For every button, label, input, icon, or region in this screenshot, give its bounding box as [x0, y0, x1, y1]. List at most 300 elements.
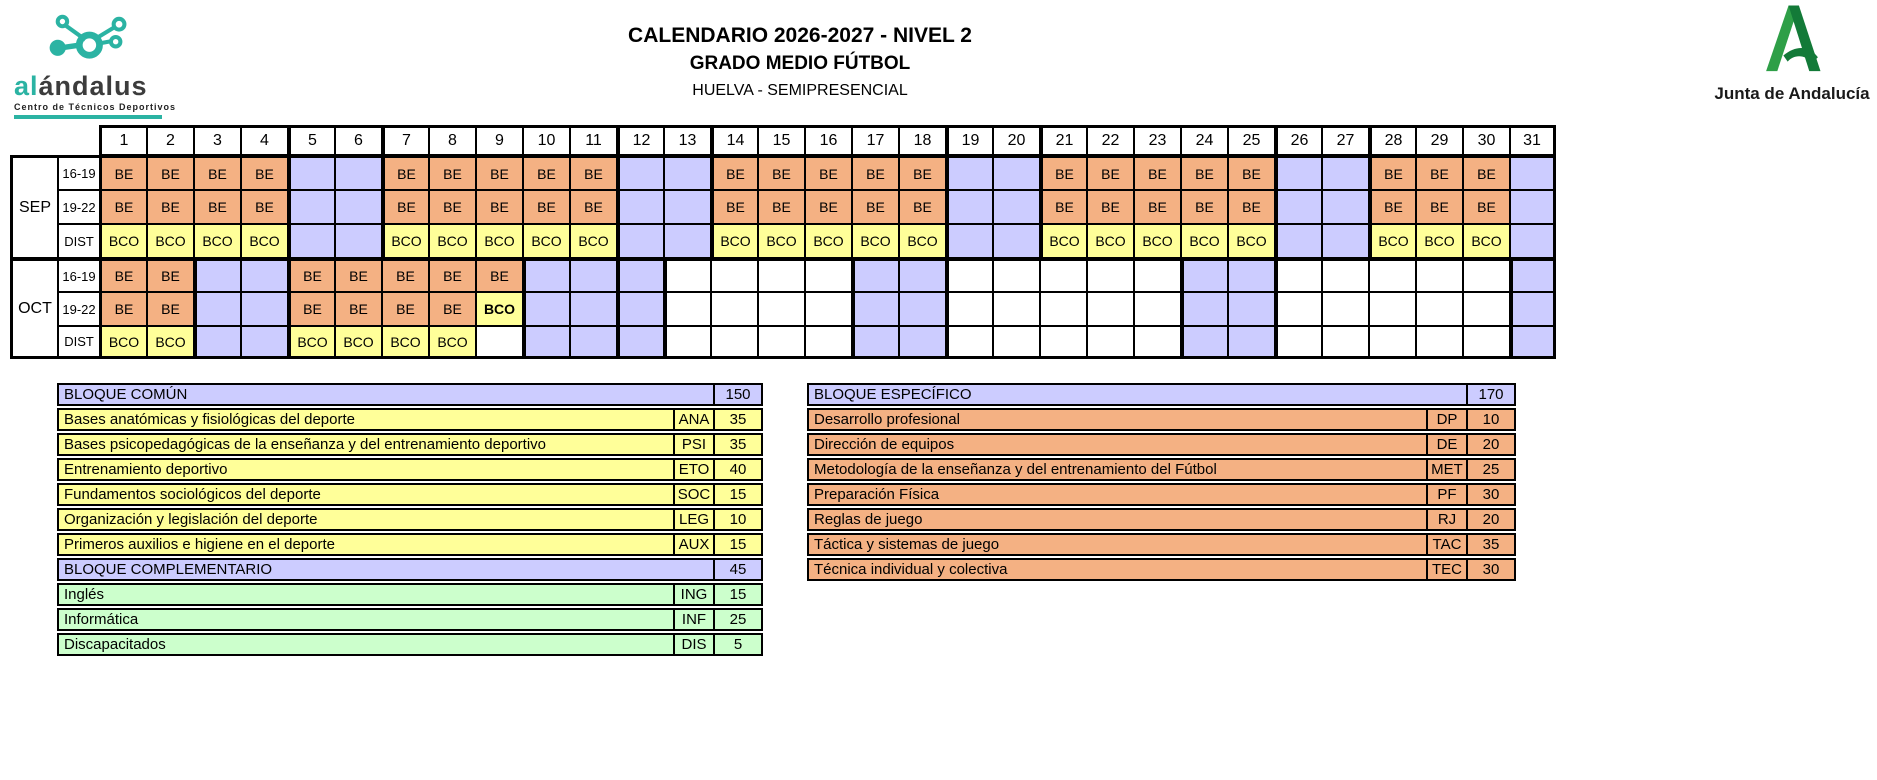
calendar-cell: BE — [757, 189, 804, 223]
block-header-row — [57, 383, 763, 406]
subject-code: TAC — [1426, 535, 1466, 554]
calendar-cell — [1321, 189, 1368, 223]
network-icon — [14, 6, 154, 68]
subject-row — [807, 483, 1516, 506]
subject-row — [807, 558, 1516, 581]
subject-code: TEC — [1426, 560, 1466, 579]
day-header-cell: 18 — [898, 125, 945, 155]
day-header-cell: 23 — [1133, 125, 1180, 155]
alandalus-logo — [14, 6, 224, 119]
calendar-cell: BE — [804, 155, 851, 189]
subject-code: DP — [1426, 410, 1466, 429]
subject-code: DIS — [673, 635, 713, 654]
calendar-cell — [616, 223, 663, 257]
subject-code: PSI — [673, 435, 713, 454]
subject-hours: 40 — [713, 460, 761, 479]
block-header-label: BLOQUE ESPECÍFICO — [809, 385, 1466, 404]
time-slot-label: DIST — [57, 325, 99, 359]
calendar-cell — [992, 155, 1039, 189]
subject-hours: 25 — [1466, 460, 1514, 479]
calendar-cell — [1462, 291, 1509, 325]
subject-hours: 30 — [1466, 560, 1514, 579]
subject-code: DE — [1426, 435, 1466, 454]
calendar-cell — [1274, 189, 1321, 223]
calendar-cell: BE — [240, 189, 287, 223]
subject-row — [57, 433, 763, 456]
calendar-cell — [334, 189, 381, 223]
subject-hours: 30 — [1466, 485, 1514, 504]
subject-code: LEG — [673, 510, 713, 529]
calendar-cell — [945, 189, 992, 223]
calendar-cell: BCO — [99, 223, 146, 257]
calendar-cell — [898, 257, 945, 291]
day-header-cell: 28 — [1368, 125, 1415, 155]
day-header-cell: 7 — [381, 125, 428, 155]
calendar-cell — [1180, 257, 1227, 291]
calendar-cell: BE — [99, 291, 146, 325]
subject-name: Dirección de equipos — [809, 435, 1426, 454]
calendar-cell — [616, 189, 663, 223]
subject-hours: 35 — [1466, 535, 1514, 554]
calendar-cell — [663, 155, 710, 189]
calendar-cell: BE — [522, 189, 569, 223]
day-header-cell: 10 — [522, 125, 569, 155]
calendar-cell: BCO — [1133, 223, 1180, 257]
block-total-hours: 150 — [713, 385, 761, 404]
subject-name: Inglés — [59, 585, 673, 604]
time-slot-label: 16-19 — [57, 257, 99, 291]
junta-caption: Junta de Andalucía — [1714, 84, 1870, 103]
calendar-cell — [616, 291, 663, 325]
calendar-cell — [945, 155, 992, 189]
subject-hours: 20 — [1466, 510, 1514, 529]
brand-name — [14, 73, 224, 100]
calendar-cell: BE — [1039, 155, 1086, 189]
calendar-cell — [1274, 325, 1321, 359]
calendar-cell — [1039, 257, 1086, 291]
subject-row — [57, 633, 763, 656]
subject-name: Bases anatómicas y fisiológicas del deporte — [59, 410, 673, 429]
calendar-cell — [1509, 189, 1556, 223]
calendar-cell: BE — [287, 257, 334, 291]
block-header-row — [57, 558, 763, 581]
calendar-cell — [945, 257, 992, 291]
subject-row — [57, 408, 763, 431]
calendar-cell — [569, 257, 616, 291]
calendar-cell — [522, 257, 569, 291]
calendar-cell: BE — [146, 155, 193, 189]
subject-name: Preparación Física — [809, 485, 1426, 504]
subject-row — [57, 458, 763, 481]
subject-code: ANA — [673, 410, 713, 429]
calendar-cell — [804, 257, 851, 291]
calendar-cell: BCO — [898, 223, 945, 257]
calendar-cell: BE — [1462, 189, 1509, 223]
subject-hours: 10 — [713, 510, 761, 529]
page-subtitle-2: HUELVA - SEMIPRESENCIAL — [692, 82, 908, 99]
day-header-cell: 14 — [710, 125, 757, 155]
subject-code: SOC — [673, 485, 713, 504]
calendar-cell — [1509, 325, 1556, 359]
calendar-cell: BE — [240, 155, 287, 189]
calendar-cell — [663, 325, 710, 359]
calendar-cell — [616, 325, 663, 359]
calendar-cell: BCO — [1227, 223, 1274, 257]
subject-code: INF — [673, 610, 713, 629]
calendar-cell: BE — [381, 257, 428, 291]
subject-code: PF — [1426, 485, 1466, 504]
calendar-cell — [1509, 257, 1556, 291]
calendar-cell: BCO — [522, 223, 569, 257]
bloque-comun-table — [57, 383, 763, 658]
calendar-cell: BCO — [569, 223, 616, 257]
calendar-cell: BE — [99, 155, 146, 189]
time-slot-label: 19-22 — [57, 291, 99, 325]
calendar-cell: BCO — [475, 223, 522, 257]
calendar-cell: BE — [428, 155, 475, 189]
junta-a-icon — [1748, 2, 1836, 78]
calendar-cell: BCO — [475, 291, 522, 325]
calendar-cell — [663, 257, 710, 291]
title-block — [250, 24, 1350, 100]
subject-hours: 35 — [713, 410, 761, 429]
calendar-cell — [616, 257, 663, 291]
day-header-cell: 31 — [1509, 125, 1556, 155]
time-slot-label: 19-22 — [57, 189, 99, 223]
day-header-cell: 26 — [1274, 125, 1321, 155]
subject-name: Metodología de la enseñanza y del entrenamiento del Fútbol — [809, 460, 1426, 479]
subject-name: Reglas de juego — [809, 510, 1426, 529]
calendar-cell — [1321, 155, 1368, 189]
calendar-cell — [334, 155, 381, 189]
subject-code: RJ — [1426, 510, 1466, 529]
calendar-cell — [1368, 257, 1415, 291]
day-header-cell: 20 — [992, 125, 1039, 155]
calendar-cell — [1274, 155, 1321, 189]
day-header-cell: 8 — [428, 125, 475, 155]
subject-name: Discapacitados — [59, 635, 673, 654]
calendar-cell — [898, 325, 945, 359]
subject-hours: 5 — [713, 635, 761, 654]
calendar-cell: BCO — [851, 223, 898, 257]
calendar-cell: BE — [334, 257, 381, 291]
subject-row — [807, 408, 1516, 431]
day-header-cell: 13 — [663, 125, 710, 155]
calendar-cell: BCO — [99, 325, 146, 359]
calendar-cell — [475, 325, 522, 359]
page-title: CALENDARIO 2026-2027 - NIVEL 2 — [628, 24, 972, 47]
calendar-cell: BCO — [1462, 223, 1509, 257]
subject-name: Fundamentos sociológicos del deporte — [59, 485, 673, 504]
calendar-cell — [1227, 291, 1274, 325]
day-header-cell: 1 — [99, 125, 146, 155]
calendar-cell — [1133, 325, 1180, 359]
calendar-cell: BE — [287, 291, 334, 325]
subject-name: Táctica y sistemas de juego — [809, 535, 1426, 554]
calendar-cell — [1227, 325, 1274, 359]
calendar-cell: BE — [804, 189, 851, 223]
calendar-cell: BE — [146, 291, 193, 325]
calendar-cell — [1321, 223, 1368, 257]
day-header-cell: 19 — [945, 125, 992, 155]
calendar-cell — [804, 291, 851, 325]
calendar-cell — [1415, 257, 1462, 291]
day-header-cell: 9 — [475, 125, 522, 155]
calendar-cell — [757, 325, 804, 359]
calendar-cell: BCO — [804, 223, 851, 257]
day-header-cell: 4 — [240, 125, 287, 155]
calendar-cell: BE — [757, 155, 804, 189]
calendar-cell — [1274, 291, 1321, 325]
calendar-cell: BE — [1415, 155, 1462, 189]
calendar-cell — [334, 223, 381, 257]
calendar-cell: BE — [1180, 189, 1227, 223]
calendar-cell: BE — [1368, 155, 1415, 189]
calendar-cell — [1039, 291, 1086, 325]
calendar-cell — [1086, 291, 1133, 325]
subject-name: Desarrollo profesional — [809, 410, 1426, 429]
subject-row — [57, 508, 763, 531]
calendar-cell — [945, 325, 992, 359]
calendar-cell: BE — [851, 189, 898, 223]
calendar-cell: BE — [569, 155, 616, 189]
calendar-cell — [992, 223, 1039, 257]
calendar-cell — [1086, 257, 1133, 291]
calendar-cell — [1039, 325, 1086, 359]
calendar-cell — [992, 189, 1039, 223]
calendar-cell — [1509, 155, 1556, 189]
calendar-cell — [1274, 257, 1321, 291]
day-header-cell: 17 — [851, 125, 898, 155]
calendar-cell — [851, 325, 898, 359]
calendar-cell: BE — [381, 189, 428, 223]
day-header-cell: 25 — [1227, 125, 1274, 155]
brand-name-suffix: ándalus — [38, 71, 148, 101]
day-header-cell: 29 — [1415, 125, 1462, 155]
calendar-cell: BE — [710, 155, 757, 189]
day-header-cell: 22 — [1086, 125, 1133, 155]
calendar-cell — [287, 155, 334, 189]
subject-row — [807, 508, 1516, 531]
calendar-cell: BE — [381, 155, 428, 189]
block-header-row — [807, 383, 1516, 406]
calendar-cell: BCO — [428, 325, 475, 359]
calendar-cell: BCO — [1039, 223, 1086, 257]
calendar-cell — [1462, 257, 1509, 291]
month-label: OCT — [10, 257, 57, 359]
subject-name: Técnica individual y colectiva — [809, 560, 1426, 579]
day-header-cell: 11 — [569, 125, 616, 155]
day-header-cell: 12 — [616, 125, 663, 155]
calendar-cell — [945, 291, 992, 325]
calendar-cell — [1509, 223, 1556, 257]
calendar-cell: BE — [1227, 155, 1274, 189]
calendar-cell — [898, 291, 945, 325]
block-total-hours: 170 — [1466, 385, 1514, 404]
calendar-cell — [287, 189, 334, 223]
calendar-cell: BE — [898, 189, 945, 223]
calendar-cell — [287, 223, 334, 257]
calendar-cell — [1321, 291, 1368, 325]
calendar-cell — [193, 325, 240, 359]
calendar-cell — [1368, 325, 1415, 359]
junta-logo — [1712, 2, 1872, 104]
brand-tagline: Centro de Técnicos Deportivos — [14, 102, 177, 112]
calendar-cell — [1368, 291, 1415, 325]
calendar-cell — [851, 257, 898, 291]
month-label: SEP — [10, 155, 57, 257]
subject-hours: 10 — [1466, 410, 1514, 429]
calendar-cell — [522, 325, 569, 359]
subject-name: Primeros auxilios e higiene en el deporte — [59, 535, 673, 554]
time-slot-label: DIST — [57, 223, 99, 257]
calendar-cell — [240, 291, 287, 325]
calendar-cell: BE — [99, 189, 146, 223]
calendar-cell — [851, 291, 898, 325]
calendar-cell: BE — [569, 189, 616, 223]
block-header-label: BLOQUE COMPLEMENTARIO — [59, 560, 713, 579]
calendar-cell — [992, 325, 1039, 359]
calendar-cell — [1133, 257, 1180, 291]
subject-hours: 20 — [1466, 435, 1514, 454]
calendar-cell: BE — [1086, 189, 1133, 223]
subject-code: MET — [1426, 460, 1466, 479]
subject-hours: 35 — [713, 435, 761, 454]
calendar-cell — [710, 257, 757, 291]
calendar-cell: BCO — [287, 325, 334, 359]
calendar-cell: BCO — [710, 223, 757, 257]
day-header-cell: 5 — [287, 125, 334, 155]
calendar-cell: BE — [146, 257, 193, 291]
calendar-cell — [1321, 257, 1368, 291]
subject-code: ETO — [673, 460, 713, 479]
calendar-cell: BE — [428, 189, 475, 223]
calendar-cell: BE — [851, 155, 898, 189]
calendar-cell — [240, 325, 287, 359]
calendar-cell — [992, 257, 1039, 291]
calendar-cell: BE — [1180, 155, 1227, 189]
day-header-cell: 24 — [1180, 125, 1227, 155]
calendar-cell — [757, 257, 804, 291]
calendar-cell: BCO — [757, 223, 804, 257]
calendar-cell: BE — [146, 189, 193, 223]
calendar-cell — [569, 325, 616, 359]
calendar-cell — [1133, 291, 1180, 325]
calendar-cell — [663, 189, 710, 223]
subject-name: Organización y legislación del deporte — [59, 510, 673, 529]
time-slot-label: 16-19 — [57, 155, 99, 189]
calendar-cell — [240, 257, 287, 291]
calendar-cell: BCO — [1180, 223, 1227, 257]
calendar-cell: BCO — [146, 223, 193, 257]
calendar-cell: BE — [475, 155, 522, 189]
calendar-cell: BE — [1086, 155, 1133, 189]
day-header-cell: 6 — [334, 125, 381, 155]
subject-name: Bases psicopedagógicas de la enseñanza y del entrenamiento deportivo — [59, 435, 673, 454]
calendar-cell — [663, 291, 710, 325]
subject-row — [57, 533, 763, 556]
calendar-cell: BE — [710, 189, 757, 223]
calendar-cell — [193, 291, 240, 325]
day-header-cell: 2 — [146, 125, 193, 155]
calendar-cell: BE — [1039, 189, 1086, 223]
calendar-cell — [992, 291, 1039, 325]
calendar-cell — [757, 291, 804, 325]
calendar-cell — [804, 325, 851, 359]
brand-underline — [14, 115, 162, 119]
calendar-cell: BCO — [334, 325, 381, 359]
calendar-cell: BE — [475, 189, 522, 223]
subject-row — [807, 533, 1516, 556]
subject-row — [57, 608, 763, 631]
calendar-cell: BCO — [1415, 223, 1462, 257]
calendar-cell — [1415, 291, 1462, 325]
calendar-cell: BCO — [193, 223, 240, 257]
calendar-cell — [569, 291, 616, 325]
calendar-cell — [1462, 325, 1509, 359]
calendar-cell — [710, 325, 757, 359]
calendar-cell: BE — [475, 257, 522, 291]
subject-hours: 15 — [713, 535, 761, 554]
subject-hours: 15 — [713, 585, 761, 604]
subject-code: AUX — [673, 535, 713, 554]
calendar-cell: BE — [522, 155, 569, 189]
calendar-cell — [522, 291, 569, 325]
calendar-cell: BE — [428, 291, 475, 325]
calendar-cell: BE — [898, 155, 945, 189]
calendar-cell: BCO — [381, 223, 428, 257]
calendar-cell: BE — [381, 291, 428, 325]
calendar-cell: BE — [193, 189, 240, 223]
calendar-cell: BCO — [240, 223, 287, 257]
calendar-cell — [1509, 291, 1556, 325]
calendar-cell — [1180, 291, 1227, 325]
day-header-cell: 27 — [1321, 125, 1368, 155]
calendar-corner-spacer — [10, 125, 99, 155]
calendar-cell — [1321, 325, 1368, 359]
calendar-cell — [1415, 325, 1462, 359]
subject-row — [57, 483, 763, 506]
page-subtitle: GRADO MEDIO FÚTBOL — [689, 53, 911, 74]
brand-name-prefix: al — [14, 71, 39, 101]
calendar-cell: BE — [1368, 189, 1415, 223]
calendar-cell — [1180, 325, 1227, 359]
subject-hours: 15 — [713, 485, 761, 504]
calendar-cell: BCO — [146, 325, 193, 359]
subject-hours: 25 — [713, 610, 761, 629]
day-header-cell: 30 — [1462, 125, 1509, 155]
subject-row — [57, 583, 763, 606]
calendar-cell — [1274, 223, 1321, 257]
calendar-cell: BE — [193, 155, 240, 189]
calendar-cell: BE — [1462, 155, 1509, 189]
calendar-cell: BCO — [381, 325, 428, 359]
calendar-cell: BE — [334, 291, 381, 325]
block-header-label: BLOQUE COMÚN — [59, 385, 713, 404]
calendar-cell: BCO — [1086, 223, 1133, 257]
subject-name: Informática — [59, 610, 673, 629]
block-total-hours: 45 — [713, 560, 761, 579]
calendar-cell: BE — [1133, 155, 1180, 189]
day-header-cell: 3 — [193, 125, 240, 155]
subject-row — [807, 458, 1516, 481]
calendar-cell: BE — [428, 257, 475, 291]
day-header-cell: 21 — [1039, 125, 1086, 155]
calendar-cell — [193, 257, 240, 291]
calendar-cell: BE — [99, 257, 146, 291]
calendar-grid — [10, 125, 1556, 359]
calendar-cell — [616, 155, 663, 189]
